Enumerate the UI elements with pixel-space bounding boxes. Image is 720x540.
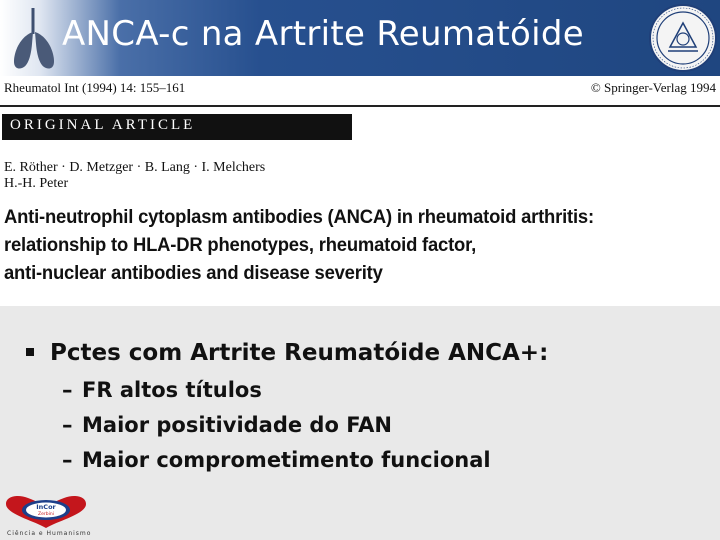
incor-heart-icon (2, 494, 90, 530)
paper-title (4, 204, 695, 288)
section-label: ORIGINAL ARTICLE (10, 117, 196, 133)
journal-citation: Rheumatol Int (1994) 14: 155–161 (4, 80, 186, 95)
square-bullet-icon (26, 348, 34, 356)
article-excerpt (0, 76, 720, 306)
paper-title-line: relationship to HLA-DR phenotypes, rheumatoid factor, (4, 235, 477, 256)
dash-icon: – (62, 378, 73, 402)
authors-line: E. Röther · D. Metzger · B. Lang · I. Melchers (4, 160, 266, 175)
bullet-list (0, 306, 720, 486)
dash-icon: – (62, 413, 73, 437)
sub-bullet (62, 413, 392, 437)
section-banner (2, 114, 352, 140)
copyright-notice: © Springer-Verlag 1994 (590, 80, 716, 95)
sub-bullet-text: Maior positividade do FAN (82, 413, 392, 437)
paper-title-line: anti-nuclear antibodies and disease severity (4, 263, 383, 284)
main-bullet (26, 340, 548, 366)
sub-bullet-text: FR altos títulos (82, 378, 262, 402)
paper-title-line: Anti-neutrophil cytoplasm antibodies (ANCA) in rheumatoid arthritis: (4, 207, 594, 228)
slide-title: ANCA-c na Artrite Reumatóide (62, 14, 584, 54)
authors-line: H.-H. Peter (4, 176, 69, 191)
institution-logo (2, 494, 90, 538)
sub-bullet (62, 448, 491, 472)
dash-icon: – (62, 448, 73, 472)
main-bullet-text: Pctes com Artrite Reumatóide ANCA+: (50, 340, 549, 366)
author-list (4, 160, 265, 192)
divider (0, 105, 720, 107)
sub-bullet (62, 378, 262, 402)
svg-text:Zerbini: Zerbini (38, 512, 54, 517)
slide-header (0, 0, 720, 76)
lungs-icon (6, 4, 62, 72)
university-seal-icon (648, 3, 718, 73)
sub-bullet-text: Maior comprometimento funcional (82, 448, 491, 472)
logo-tagline: Ciência e Humanismo (7, 530, 92, 537)
svg-text:InCor: InCor (36, 503, 56, 511)
